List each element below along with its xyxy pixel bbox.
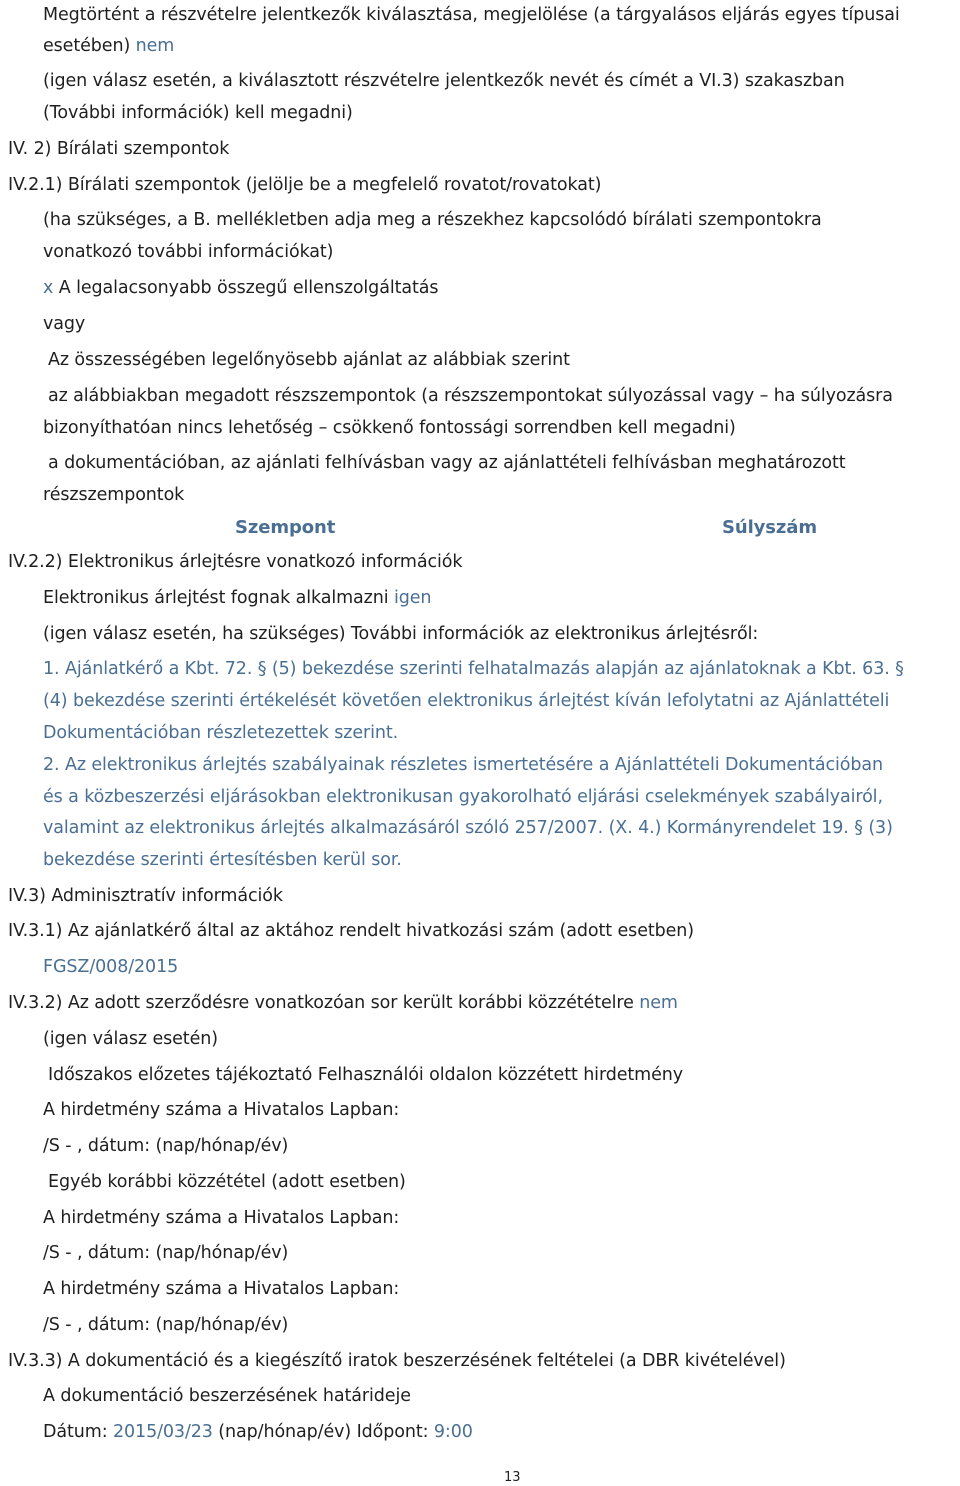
date-value: 2015/03/23 [112, 1422, 213, 1442]
text-line: vagy [43, 314, 86, 334]
answer-text: 2. Az elektronikus árlejtés szabályainak részletes ismertetésére a Ajánlattételi Dokumentációban [43, 755, 883, 775]
text-line: vonatkozó további információkat) [43, 242, 334, 262]
text-line: (igen válasz esetén, ha szükséges) További információk az elektronikus árlejtésről: [43, 624, 759, 644]
text-line: esetében) nem [43, 36, 175, 56]
answer-text: és a közbeszerzési eljárásokban elektronikusan gyakorolható eljárási cselekmények szabályairól, [43, 787, 883, 807]
answer-value: nem [639, 993, 678, 1013]
text-line: Időszakos előzetes tájékoztató Felhasználói oldalon közzétett hirdetmény [48, 1065, 684, 1085]
text-line: (További információk) kell megadni) [43, 103, 353, 123]
text-line: /S - , dátum: (nap/hónap/év) [43, 1243, 289, 1263]
text-line: (igen válasz esetén) [43, 1029, 218, 1049]
text-line: /S - , dátum: (nap/hónap/év) [43, 1136, 289, 1156]
text-line: Dátum: 2015/03/23 (nap/hónap/év) Időpont: 9:00 [43, 1422, 473, 1442]
text-line: az alábbiakban megadott részszempontok (a részszempontokat súlyozással vagy – ha súlyozásra [48, 386, 893, 406]
answer-text: (4) bekezdése szerinti értékelését követően elektronikus árlejtést kíván lefolytatni az Ajánlattételi [43, 691, 890, 711]
text-line: bizonyíthatóan nincs lehetőség – csökkenő fontossági sorrendben kell megadni) [43, 418, 736, 438]
section-heading: IV.3) Adminisztratív információk [8, 886, 283, 906]
section-heading: IV.2.2) Elektronikus árlejtésre vonatkozó információk [8, 552, 463, 572]
text-line: (igen válasz esetén, a kiválasztott részvételre jelentkezők nevét és címét a VI.3) szakaszban [43, 71, 845, 91]
page-number: 13 [504, 1470, 521, 1485]
reference-number: FGSZ/008/2015 [43, 957, 179, 977]
text-line: a dokumentációban, az ajánlati felhívásban vagy az ajánlattételi felhívásban meghatározott [48, 453, 846, 473]
time-value: 9:00 [433, 1422, 473, 1442]
answer-text: 1. Ajánlatkérő a Kbt. 72. § (5) bekezdése szerinti felhatalmazás alapján az ajánlatoknak a Kbt. 63. § [43, 659, 904, 679]
section-heading: IV.3.1) Az ajánlatkérő által az aktához rendelt hivatkozási szám (adott esetben) [8, 921, 695, 941]
answer-value: igen [393, 588, 432, 608]
answer-value: nem [135, 36, 175, 56]
checkbox-mark: x [43, 278, 54, 298]
text-line: Megtörtént a részvételre jelentkezők kiválasztása, megjelölése (a tárgyalásos eljárás egyes típusai [43, 5, 900, 25]
text-line: Egyéb korábbi közzététel (adott esetben) [48, 1172, 406, 1192]
text-line: A dokumentáció beszerzésének határideje [43, 1386, 411, 1406]
column-header-szempont: Szempont [235, 517, 336, 538]
text-line: x A legalacsonyabb összegű ellenszolgáltatás [43, 278, 439, 298]
section-heading: IV.3.3) A dokumentáció és a kiegészítő iratok beszerzésének feltételei (a DBR kivételével) [8, 1351, 786, 1371]
text-line: részszempontok [43, 485, 185, 505]
text-line: Az összességében legelőnyösebb ajánlat az alábbiak szerint [48, 350, 570, 370]
answer-text: valamint az elektronikus árlejtés alkalmazásáról szóló 257/2007. (X. 4.) Kormányrendelet 19. § (3) [43, 818, 893, 838]
column-header-sulyszam: Súlyszám [722, 517, 817, 538]
text-line: A hirdetmény száma a Hivatalos Lapban: [43, 1208, 400, 1228]
text-line: /S - , dátum: (nap/hónap/év) [43, 1315, 289, 1335]
section-heading: IV. 2) Bírálati szempontok [8, 139, 230, 159]
text-line: A hirdetmény száma a Hivatalos Lapban: [43, 1100, 400, 1120]
answer-text: bekezdése szerinti értesítésben kerül sor. [43, 850, 402, 870]
answer-text: Dokumentációban részletezettek szerint. [43, 723, 399, 743]
text-line: A hirdetmény száma a Hivatalos Lapban: [43, 1279, 400, 1299]
text-line: (ha szükséges, a B. mellékletben adja meg a részekhez kapcsolódó bírálati szempontokra [43, 210, 822, 230]
section-heading: IV.2.1) Bírálati szempontok (jelölje be a megfelelő rovatot/rovatokat) [8, 175, 602, 195]
text-line: Elektronikus árlejtést fognak alkalmazni igen [43, 588, 432, 608]
section-heading: IV.3.2) Az adott szerződésre vonatkozóan sor került korábbi közzétételre nem [8, 993, 678, 1013]
